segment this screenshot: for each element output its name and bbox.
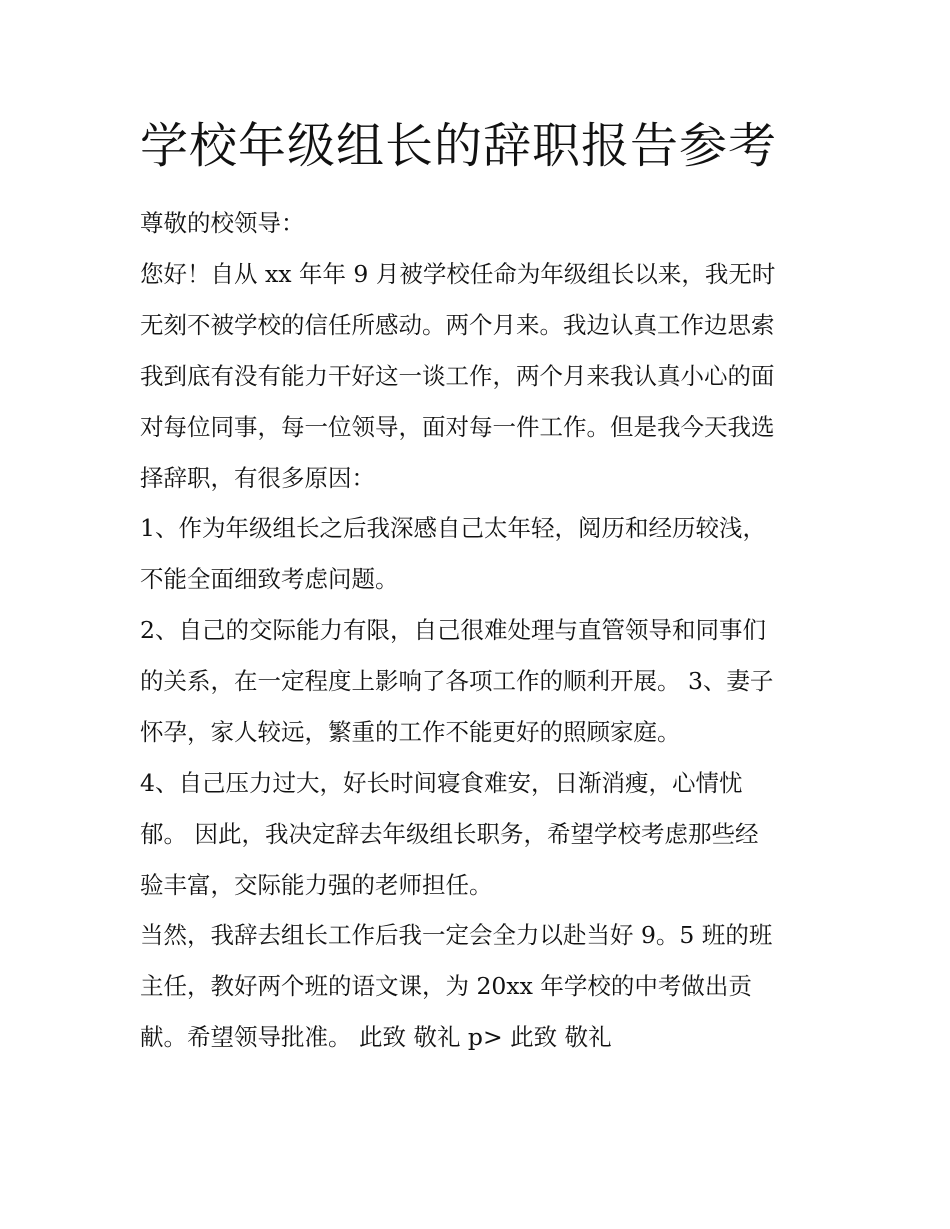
- body-line-4: 对每位同事，每一位领导，面对每一件工作。但是我今天我选: [140, 413, 775, 441]
- reason-1-line-2: 不能全面细致考虑问题。: [140, 565, 399, 593]
- reason-4-line-3: 验丰富，交际能力强的老师担任。: [140, 871, 493, 899]
- reason-4-line-1: 4、自己压力过大，好长时间寝食难安，日渐消瘦，心情忧: [140, 769, 743, 797]
- reason-3-line: 怀孕，家人较远，繁重的工作不能更好的照顾家庭。: [140, 718, 681, 746]
- reason-4-line-2: 郁。 因此，我决定辞去年级组长职务，希望学校考虑那些经: [140, 820, 759, 848]
- body-line-2: 无刻不被学校的信任所感动。两个月来。我边认真工作边思索: [140, 311, 775, 339]
- document-title: 学校年级组长的辞职报告参考: [140, 118, 778, 174]
- closing-line-1: 当然，我辞去组长工作后我一定会全力以赴当好 9。5 班的班: [140, 921, 773, 949]
- salutation-line: 尊敬的校领导：: [140, 209, 305, 237]
- closing-line-2: 主任，教好两个班的语文课，为 20xx 年学校的中考做出贡: [140, 972, 752, 1000]
- body-line-5: 择辞职，有很多原因：: [140, 464, 375, 492]
- reason-2-line-1: 2、自己的交际能力有限，自己很难处理与直管领导和同事们: [140, 616, 766, 644]
- body-line-3: 我到底有没有能力干好这一谈工作，两个月来我认真小心的面: [140, 362, 775, 390]
- reason-1-line-1: 1、作为年级组长之后我深感自己太年轻，阅历和经历较浅，: [140, 514, 766, 542]
- body-line-1: 您好！自从 xx 年年 9 月被学校任命为年级组长以来，我无时: [140, 260, 776, 288]
- reason-2-line-2: 的关系，在一定程度上影响了各项工作的顺利开展。 3、妻子: [140, 667, 774, 695]
- closing-line-3: 献。希望领导批准。 此致 敬礼 p> 此致 敬礼: [140, 1023, 612, 1051]
